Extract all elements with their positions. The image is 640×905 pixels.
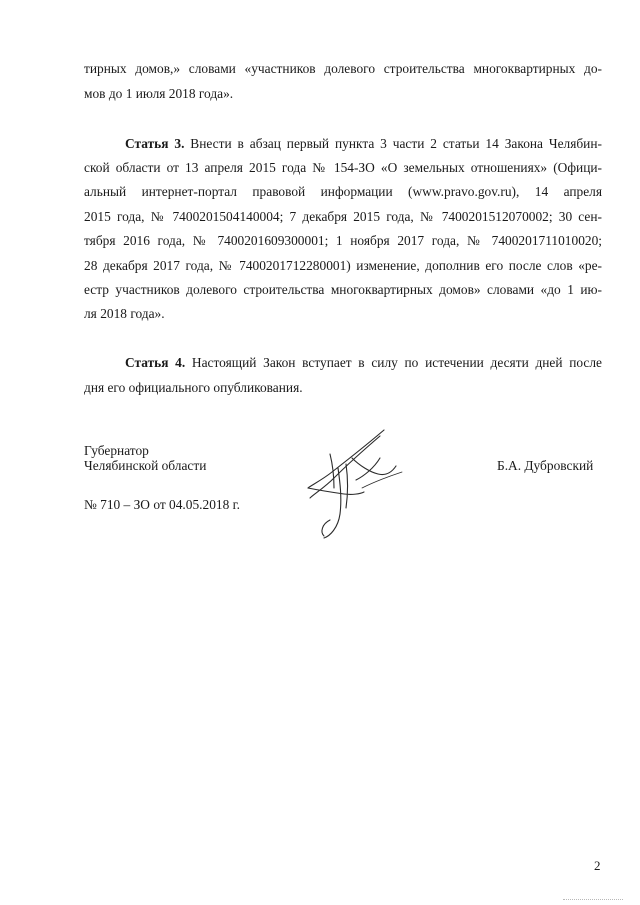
article3-first-line bbox=[125, 136, 602, 152]
article3-first-text: Внести в абзац первый пункта 3 части 2 статьи 14 Закона Челябин- bbox=[184, 136, 602, 151]
signatory-title-line1: Губернатор bbox=[84, 443, 149, 458]
article3-line: ля 2018 года». bbox=[84, 306, 165, 321]
article4-first-line bbox=[125, 355, 602, 371]
article3-line: ской области от 13 апреля 2015 года № 154-ЗО «О земельных отношениях» (Офици- bbox=[84, 160, 602, 175]
article3-line: 2015 года, № 7400201504140004; 7 декабря 2015 года, № 7400201512070002; 30 сен- bbox=[84, 209, 602, 224]
intro-line-2: мов до 1 июля 2018 года». bbox=[84, 86, 234, 101]
article4-line: дня его официального опубликования. bbox=[84, 380, 303, 395]
article3-line: 28 декабря 2017 года, № 7400201712280001) изменение, дополнив его после слов «ре- bbox=[84, 258, 602, 273]
handwritten-signature bbox=[300, 428, 410, 543]
page-number: 2 bbox=[594, 858, 601, 873]
article3-line: альный интернет-портал правовой информации (www.pravo.gov.ru), 14 апреля bbox=[84, 184, 602, 199]
signatory-name: Б.А. Дубровский bbox=[497, 458, 594, 473]
footer-dotted-line bbox=[563, 899, 623, 900]
intro-line-1: тирных домов,» словами «участников долевого строительства многоквартирных до- bbox=[84, 61, 602, 76]
signatory-title-line2: Челябинской области bbox=[84, 458, 207, 473]
law-number: № 710 – ЗО от 04.05.2018 г. bbox=[84, 497, 240, 512]
article3-line: естр участников долевого строительства многоквартирных домов» словами «до 1 ию- bbox=[84, 282, 602, 297]
article3-line: тября 2016 года, № 7400201609300001; 1 ноября 2017 года, № 7400201711010020; bbox=[84, 233, 602, 248]
article4-first-text: Настоящий Закон вступает в силу по истечении десяти дней после bbox=[185, 355, 602, 370]
article4-label: Статья 4. bbox=[125, 355, 186, 370]
article3-label: Статья 3. bbox=[125, 136, 185, 151]
